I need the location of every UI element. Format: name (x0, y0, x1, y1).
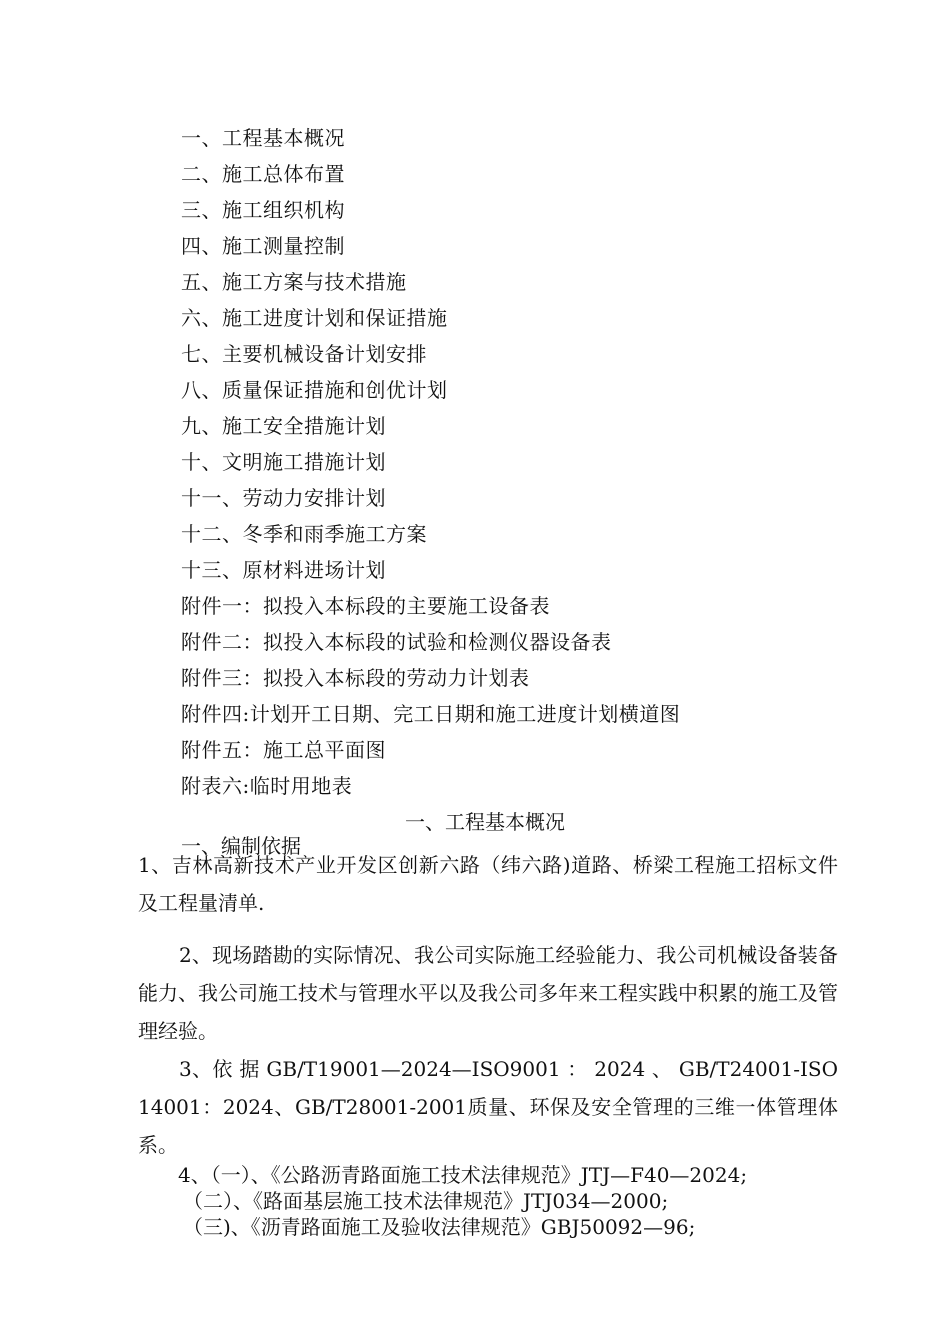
toc-item: 五、施工方案与技术措施 (181, 270, 407, 294)
toc-item: 八、质量保证措施和创优计划 (181, 378, 448, 402)
toc-item: 附件一：拟投入本标段的主要施工设备表 (181, 594, 550, 618)
toc-item: 二、施工总体布置 (181, 162, 345, 186)
paragraph-3-rest: 14001：2024、GB/T28001-2001质量、环保及安全管理的三维一体管理体系。 (138, 1095, 838, 1157)
reference-1: 4、（一）、《公路沥青路面施工技术法律规范》JTJ—F40—2024; (178, 1163, 748, 1187)
toc-item: 六、施工进度计划和保证措施 (181, 306, 448, 330)
toc-item: 附件三：拟投入本标段的劳动力计划表 (181, 666, 530, 690)
toc-item: 十、文明施工措施计划 (181, 450, 386, 474)
subheading: 一、编制依据 (181, 834, 301, 858)
toc-item: 七、主要机械设备计划安排 (181, 342, 427, 366)
section-title: 一、工程基本概况 (405, 810, 565, 834)
paragraph-1: 1、吉林高新技术产业开发区创新六路（纬六路)道路、桥梁工程施工招标文件及工程量清单. (138, 853, 838, 915)
toc-item: 三、施工组织机构 (181, 198, 345, 222)
toc-item: 九、施工安全措施计划 (181, 414, 386, 438)
paragraph-3-line-1: 3、依 据 GB/T19001—2024—ISO9001 ： 2024 、 GB/T24001-ISO (179, 1057, 838, 1081)
toc-item: 十二、冬季和雨季施工方案 (181, 522, 427, 546)
reference-2: （二）、《路面基层施工技术法律规范》JTJ034—2000; (183, 1189, 669, 1213)
toc-item: 四、施工测量控制 (181, 234, 345, 258)
paragraph-2: 2、现场踏勘的实际情况、我公司实际施工经验能力、我公司机械设备装备能力、我公司施工技术与管理水平以及我公司多年来工程实践中积累的施工及管理经验。 (138, 943, 838, 1043)
paragraph-3 (138, 1050, 838, 1164)
toc-item: 十三、原材料进场计划 (181, 558, 386, 582)
reference-3: （三)、《沥青路面施工及验收法律规范》GBJ50092—96; (183, 1215, 696, 1239)
toc-item: 附表六:临时用地表 (181, 774, 353, 798)
toc-item: 附件二：拟投入本标段的试验和检测仪器设备表 (181, 630, 612, 654)
toc-item: 十一、劳动力安排计划 (181, 486, 386, 510)
toc-item: 附件四:计划开工日期、完工日期和施工进度计划横道图 (181, 702, 681, 726)
toc-item: 一、工程基本概况 (181, 126, 345, 150)
toc-item: 附件五：施工总平面图 (181, 738, 386, 762)
table-of-contents (181, 120, 821, 804)
